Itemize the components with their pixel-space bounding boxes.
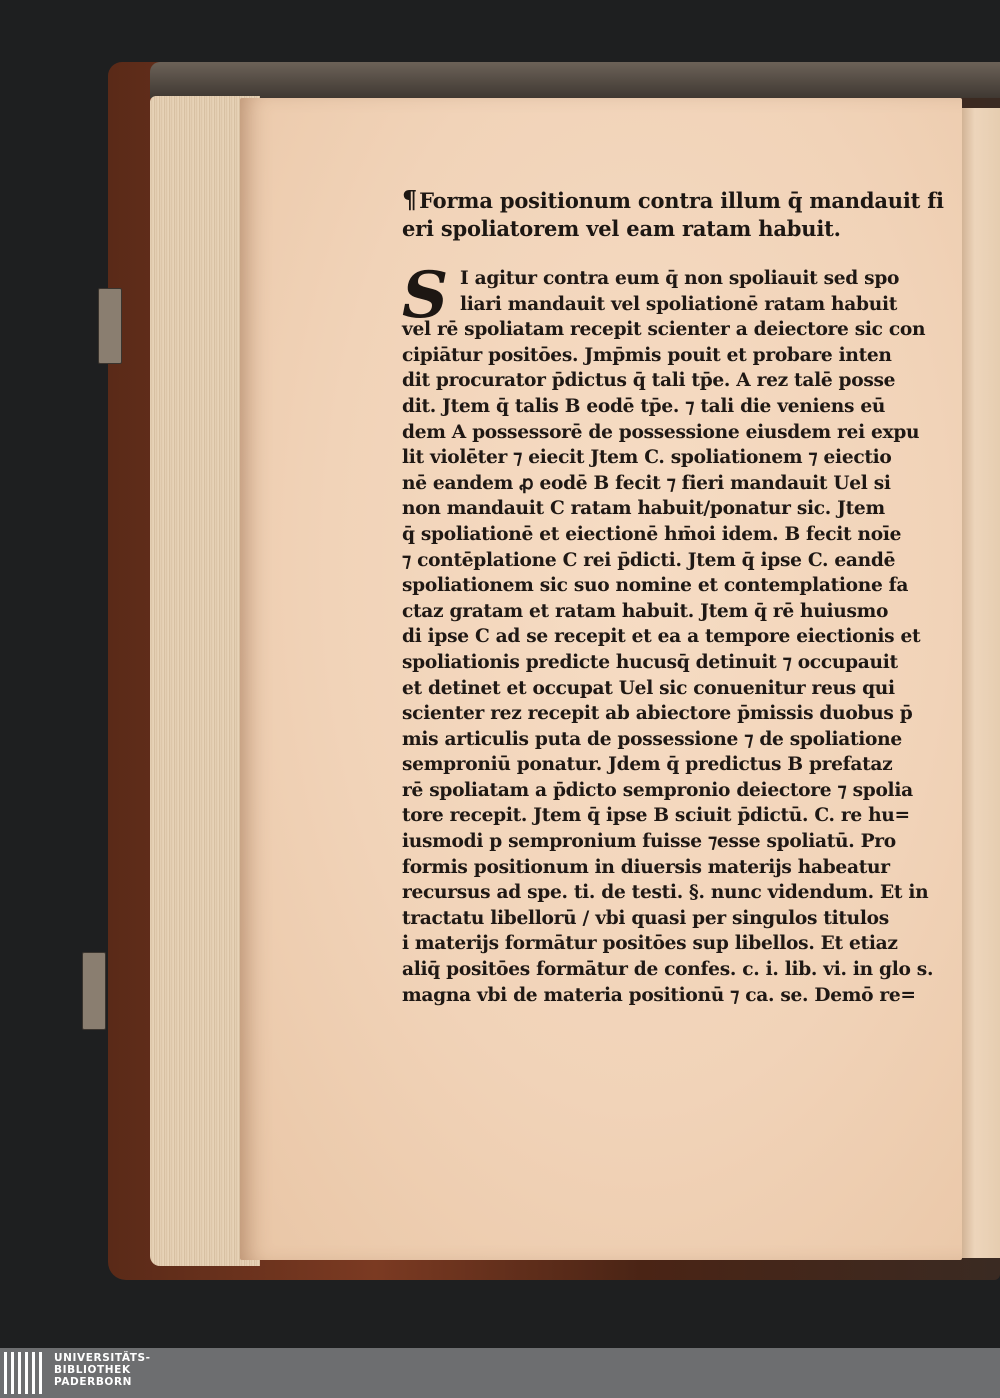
text-line: mis articulis puta de possessione ⁊ de spoliatione: [402, 728, 902, 750]
text-line: dem A possessorē de possessione eiusdem rei expu: [402, 421, 920, 443]
text-line: vel rē spoliatam recepit scienter a deiectore sic con: [402, 319, 926, 341]
text-line: ⁊ contēplatione C rei p̄dicti. Jtem q̄ ipse C. eandē: [402, 549, 896, 571]
pilcrow-icon: ¶: [402, 185, 418, 214]
text-line: lit violēter ⁊ eiecit Jtem C. spoliationem ⁊ eiectio: [402, 447, 892, 469]
facing-page-edge: [958, 108, 1000, 1258]
text-line: nē eandem ꝓ eodē B fecit ⁊ fieri mandauit Uel si: [402, 472, 891, 494]
body-text: [402, 258, 934, 1008]
heading-line: [402, 185, 944, 215]
text-line: non mandauit C ratam habuit/ponatur sic. Jtem: [402, 498, 885, 520]
heading-line: eri spoliatorem vel eam ratam habuit.: [402, 216, 841, 241]
text-line: spoliationis predicte hucusq̄ detinuit ⁊ occupauit: [402, 651, 898, 673]
text-line: formis positionum in diuersis materijs habeatur: [402, 856, 890, 878]
library-logo-text: [54, 1352, 151, 1388]
clasp-lower: [82, 952, 106, 1030]
text-line: dit procurator p̄dictus q̄ tali tp̄e. A rez talē posse: [402, 370, 896, 392]
text-line: tore recepit. Jtem q̄ ipse B sciuit p̄dictū. C. re hu=: [402, 805, 910, 827]
text-line: dit. Jtem q̄ talis B eodē tp̄e. ⁊ tali die veniens eū: [402, 395, 886, 417]
text-line: di ipse C ad se recepit et ea a tempore eiectionis et: [402, 626, 921, 648]
text-line: I agitur contra eum q̄ non spoliauit sed spo: [460, 268, 900, 289]
text-line: tractatu libellorū / vbi quasi per singulos titulos: [402, 907, 889, 929]
logo-line: UNIVERSITÄTS-: [54, 1352, 151, 1364]
text-line: recursus ad spe. ti. de testi. §. nunc videndum. Et in: [402, 882, 929, 904]
logo-line: BIBLIOTHEK: [54, 1364, 131, 1376]
text-line: i materijs formātur positōes sup libellos. Et etiaz: [402, 933, 898, 955]
decorated-initial: S: [402, 258, 449, 333]
text-line: rē spoliatam a p̄dicto sempronio deiectore ⁊ spolia: [402, 779, 913, 801]
text-line: spoliationem sic suo nomine et contemplatione fa: [402, 575, 909, 597]
text-line: semproniū ponatur. Jdem q̄ predictus B prefataz: [402, 754, 893, 776]
text-line: aliq̄ positōes formātur de confes. c. i. lib. vi. in glo s.: [402, 959, 934, 981]
heading-line-text: Forma positionum contra illum q̄ mandauit fi: [419, 188, 944, 213]
clasp-upper: [98, 288, 122, 364]
section-heading: [402, 185, 944, 243]
text-line: scienter rez recepit ab abiectore p̄missis duobus p̄: [402, 703, 913, 725]
logo-line: PADERBORN: [54, 1376, 133, 1388]
text-line: q̄ spoliationē et eiectionē hm̄oi idem. B fecit noīe: [402, 523, 902, 545]
library-footer: [0, 1348, 1000, 1398]
text-line: liari mandauit vel spoliationē ratam habuit: [460, 293, 898, 315]
binding-top-edge: [150, 62, 1000, 98]
text-line: cipiātur positōes. Jmp̄mis pouit et probare inten: [402, 344, 892, 366]
text-line: ctaz gratam et ratam habuit. Jtem q̄ rē huiusmo: [402, 600, 889, 622]
library-logo-icon: [2, 1352, 46, 1394]
text-line: et detinet et occupat Uel sic conuenitur reus qui: [402, 677, 895, 699]
text-line: magna vbi de materia positionū ⁊ ca. se. Demō re=: [402, 984, 916, 1006]
text-line: iusmodi p sempronium fuisse ⁊esse spoliatū. Pro: [402, 831, 896, 853]
